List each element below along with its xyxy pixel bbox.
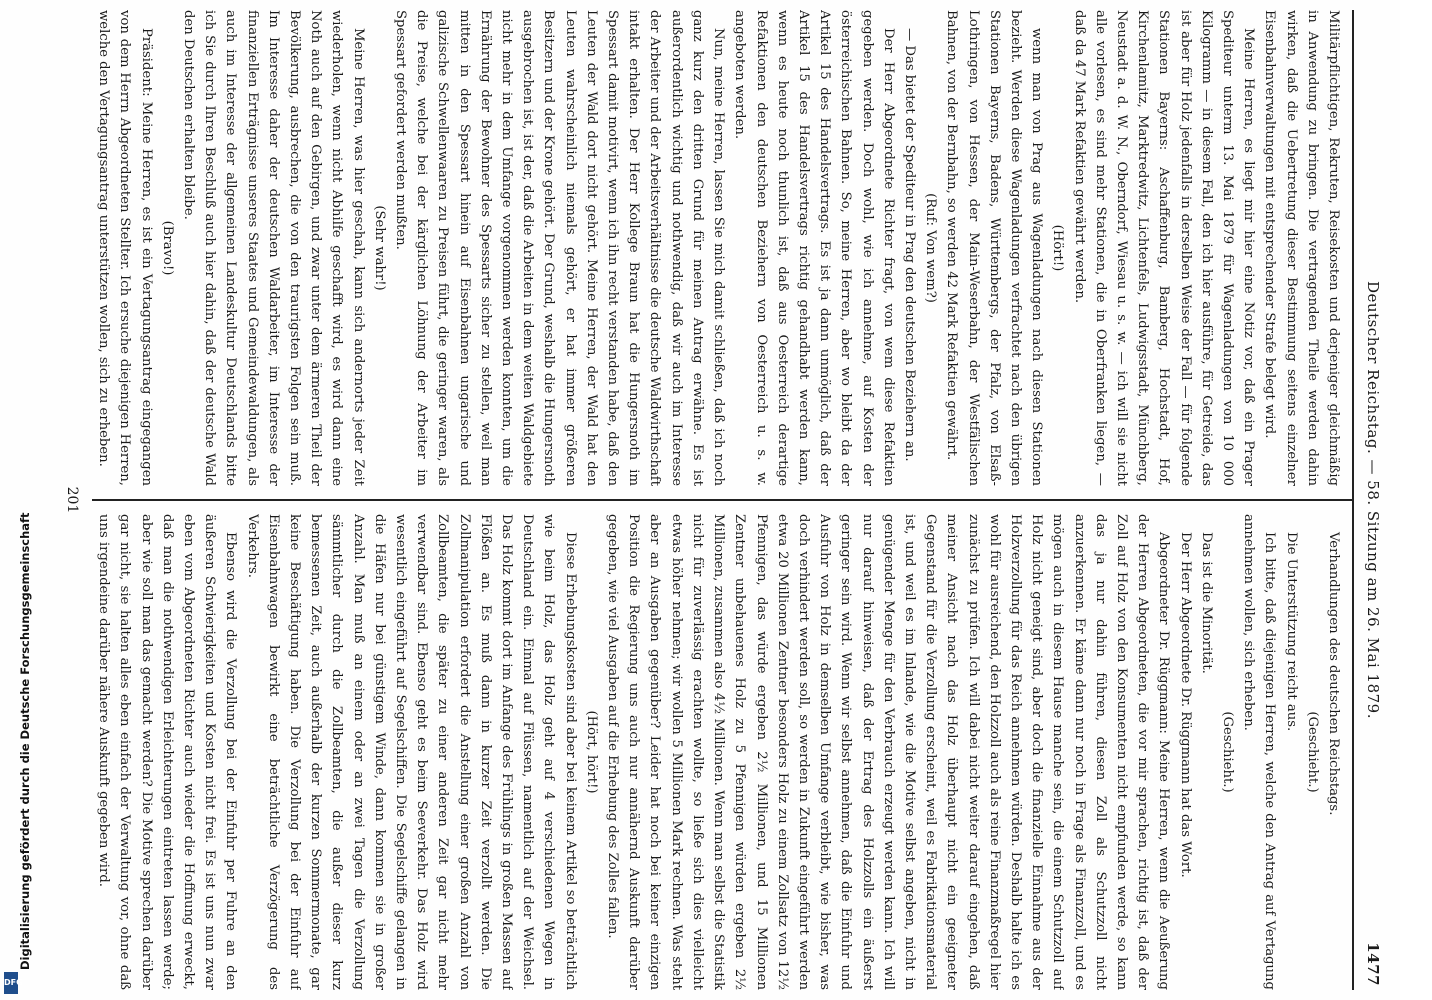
left-paragraph: Meine Herren, es liegt mir hier eine Notiz vor, daß ein Prager Spediteur unterm 13. Mai 1879 für Wagenladungen von 10 000 Kilogramm — in diesem Fall, den ich hier ausführe, für Getreide, das ist aber für Holz jedenfalls in derselben Weise der Fall — für folgende Stationen Bayerns: Aschaffenburg, Bamberg, Hochstadt, Hof, Kirchenlamitz, Marktredwitz, Lichtenfels, Ludwigsstadt, Münchberg, Neustadt a. d. W. N., Oberndorf, Wiesau u. s. w. — ich will sie nicht alle vorlesen, es sind mehr Stationen, die in Oberfranken liegen, — daß da 47 Mark Refaktien gewährt werden.: [1071, 10, 1257, 486]
right-paragraph: Diese Erhebungskosten sind aber bei keinem Artikel so beträchtlich wie beim Holz, das Holz geht auf 4 verschiedenen Wegen in Deutschland ein. Einmal auf Flüssen, namentlich auf der Weichsel. Das Holz kommt dort im Anfange des Frühlings in großen Massen auf Flößen an. Es muß dann in kurzer Zeit verzollt werden. Die Zollmanipulation erfordert die Anstellung einer großen Anzahl von Zollbeamten, die später zu einer anderen Zeit gar nicht mehr verwendbar sind. Ebenso geht es beim Seeverkehr. Das Holz wird wesentlich eingeführt auf Segelschiffen. Die Segelschiffe gelangen in die Häfen nur bei günstigem Winde, dann kommen sie in großer Anzahl. Man muß an einem oder an zwei Tagen die Verzollung sämmtlicher durch die Zollbeamten, die außer dieser kurz bemessenen Zeit, auch außerhalb der kurzen Sommermonate, gar keine Beschäftigung haben. Die Verzollung bei der Einfuhr auf Eisenbahnwagen bewirkt eine beträchtliche Verzögerung des Verkehrs.: [244, 514, 578, 990]
dfg-logo: DFG: [4, 972, 18, 994]
right-paragraph: (Geschieht.): [1219, 711, 1235, 793]
left-paragraph: Nun, meine Herren, lassen Sie mich damit schließen, daß ich noch ganz kurz den dritten Grund für meinen Antrag erwähne. Es ist außerordentlich wichtig und nothwendig, daß wir auch im Interesse der Arbeiter und der Arbeitsverhältnisse die deutsche Waldwirthschaft intakt erhalten. Der Herr Kollege Braun hat die Hungersnoth im Spessart damit motivirt, wenn ich ihn recht verstanden habe, daß den Leuten der Wald dort nicht gehört. Meine Herren, der Wald hat den Leuten wahrscheinlich niemals gehört, er hat immer größeren Besitzern und der Krone gehört. Der Grund, weshalb die Hungersnoth ausgebrochen ist, ist der, daß die Arbeiten in dem weiten Waldgebiete nicht mehr in dem Umfange vorgenommen werden konnten, um die Ernährung der Bewohner des Spessarts sicher zu stellen, weil man mitten in den Spessart hinein auf Eisenbahnen ungarische und galizische Schwellenwaaren zu Preisen führt, die geringer waren, als die Preise, welche bei der kärglichen Löhnung der Arbeiter im Spessart gefordert werden mußten.: [393, 10, 727, 486]
right-paragraph: (Geschieht.): [1304, 711, 1320, 793]
running-head: Deutscher Reichstag. — 58. Sitzung am 26. Mai 1879.: [1364, 281, 1382, 719]
left-paragraph: (Hört!): [1050, 224, 1066, 272]
right-paragraph: Ebenso wird die Verzollung bei der Einfuhr per Fuhre an den äußeren Schwierigkeiten und Kosten nicht frei. Es ist uns nun zwar eben vom Abgeordneten Richter auch wieder die Hoffnung erweckt, daß man die nothwendigen Erleichterungen eintreten lassen werde; aber wie soll man das gemacht werden? Die Motive sprechen darüber gar nicht, sie halten alles eben einfach der Verwaltung vor, ohne daß uns irgendeine darüber nähere Auskunft gegeben wird.: [96, 514, 239, 990]
left-paragraph: (Sehr wahr!): [371, 205, 387, 291]
sheet-number: 201: [64, 486, 80, 514]
digitization-credit: [2, 0, 32, 1000]
page-header: [1352, 0, 1382, 1000]
right-paragraph: Der Herr Abgeordnete Dr. Rüggmann hat das Wort.: [1177, 532, 1193, 878]
right-paragraph: Abgeordneter Dr. Rüggmann: Meine Herren, wenn die Aeußerung der Herren Abgeordneten, die vor mir sprachen, richtig ist, daß der Zoll auf Holz von den Konsumenten nicht empfunden werde, so kann das ja nur dahin führen, diesen Zoll als Schutzzoll nicht anzuerkennen. Er käme dann nur noch in Frage als Finanzzoll, und es mögen auch in diesem Hause manche sein, die einem Schutzzoll auf Holz nicht geneigt sind, aber doch die finanzielle Einnahme aus der Holzverzollung für das Reich annehmen würden. Deshalb halte ich es wohl für ausreichend, den Holzzoll auch als reine Finanzmaßregel hier zunächst zu prüfen. Ich will dabei nicht weiter darauf eingehen, daß meiner Ansicht nach das Holz überhaupt nicht ein geeigneter Gegenstand für die Verzollung erscheint, weil es Fabrikationsmaterial ist, und weil es im Inlande, wie die Motive selbst angeben, nicht in genügender Menge für den Verbrauch erzeugt werden kann. Ich will nur darauf hinweisen, daß der Ertrag des Holzzolls ein äußerst geringer sein wird. Wenn wir selbst annehmen, daß die Einfuhr und Ausfuhr von Holz in demselben Umfange verbleibt, wie bisher, was doch verhindert werden soll, so werden in Zukunft eingeführt werden etwa 20 Millionen Zentner besonders Holz zu einem Zollsatz von 12½ Pfennigen, das würde ergeben 2½ Millionen, und 15 Millionen Zentner unbehauenes Holz zu 5 Pfennigen würden ergeben 2½ Millionen, zusammen also 4½ Millionen. Wenn man selbst die Statistik nicht für zuverlässig erachten wollte, so ließe sich dies vielleicht etwas höher nehmen; wir wollen 5 Millionen Mark rechnen. Was steht aber an Ausgaben gegenüber? Leider hat noch bei keiner einzigen Position die Regierung uns auch nur annähernd Auskunft darüber gegeben, wie viel Ausgaben auf die Erhebung des Zolles fallen.: [605, 514, 1172, 990]
right-paragraph: Ich bitte, daß diejenigen Herren, welche den Antrag auf Vertagung annehmen wollen, sich erheben.: [1241, 514, 1278, 990]
left-paragraph: Militärpflichtigen, Rekruten, Reisekosten und derjeniger gleichmäßig in Anwendung zu bringen. Die vertragenden Theile werden dahin wirken, daß die Uebertretung dieser Bestimmung seitens einzelner Eisenbahnverwaltungen mit entsprechender Strafe belegt wird.: [1262, 10, 1341, 486]
right-column: [94, 514, 1344, 990]
left-paragraph: Der Herr Abgeordnete Richter fragt, von wem diese Refaktien gegeben werden. Doch wohl, wie ich annehme, auf Kosten der österreichischen Bahnen. So, meine Herren, aber wo bleibt da der Artikel 15 des Handelsvertrags. Es ist ja dann unmöglich, daß der Artikel 15 des Handelsvertrags richtig gehandhabt werden kann, wenn es heute noch thunlich ist, daß aus Oesterreich derartige Refaktionen den deutschen Beziehern von Oesterreich u. s. w. angeboten werden.: [732, 10, 896, 486]
right-paragraph: Die Unterstützung reicht aus.: [1283, 532, 1299, 732]
left-paragraph: wenn man von Prag aus Wagenladungen nach diesen Stationen bezieht. Werden diese Wagenladungen verfrachtet nach den übrigen Stationen Bayerns, Badens, Württembergs, der Pfalz, von Elsaß-Lothringen, von Hessen, der Main-Weserbahn, der Westfälischen Bahnen, von der Bernbahn, so werden 42 Mark Refaktien gewährt.: [944, 10, 1045, 486]
page-number: 1477: [1364, 942, 1382, 986]
left-paragraph: (Bravo!): [159, 220, 175, 276]
credit-text: Digitalisierung gefördert durch die Deutsche Forschungsgemeinschaft: [18, 512, 32, 970]
left-paragraph: Präsident: Meine Herren, es ist ein Vertagungsantrag eingegangen von dem Herrn Abgeordneten Stellter. Ich ersuche diejenigen Herren, welche den Vertagungsantrag unterstützen wollen, sich zu erheben.: [96, 10, 154, 486]
left-paragraph: — Das bietet der Spediteur in Prag den deutschen Beziehern an.: [901, 28, 917, 462]
header-rule: [1352, 10, 1354, 990]
column-divider: [92, 499, 1352, 501]
right-paragraph: Verhandlungen des deutschen Reichstags.: [1326, 532, 1341, 816]
right-paragraph: Das ist die Minorität.: [1198, 532, 1214, 674]
right-paragraph: (Hört, hört!): [583, 710, 599, 794]
left-paragraph: Meine Herren, was hier geschah, kann sich andernorts jeder Zeit wiederholen, wenn nicht Abhilfe geschafft wird, es wird dann eine Noth auch auf den Gebirgen, und zwar unter dem ärmeren Theil der Bevölkerung, ausbrechen, die von den traurigsten Folgen sein muß. Im Interesse daher der deutschen Waldarbeiter, im Interesse der finanziellen Erträgnisse unseres Staates und Gemeindewaldungen, als auch im Interesse der allgemeinen Landeskultur Deutschlands bitte ich Sie durch Ihren Beschluß auch hier dahin, daß der deutsche Wald den Deutschen erhalten bleibe.: [181, 10, 366, 486]
left-column: [94, 10, 1344, 486]
left-paragraph: (Ruf: Von wem?): [923, 193, 939, 303]
